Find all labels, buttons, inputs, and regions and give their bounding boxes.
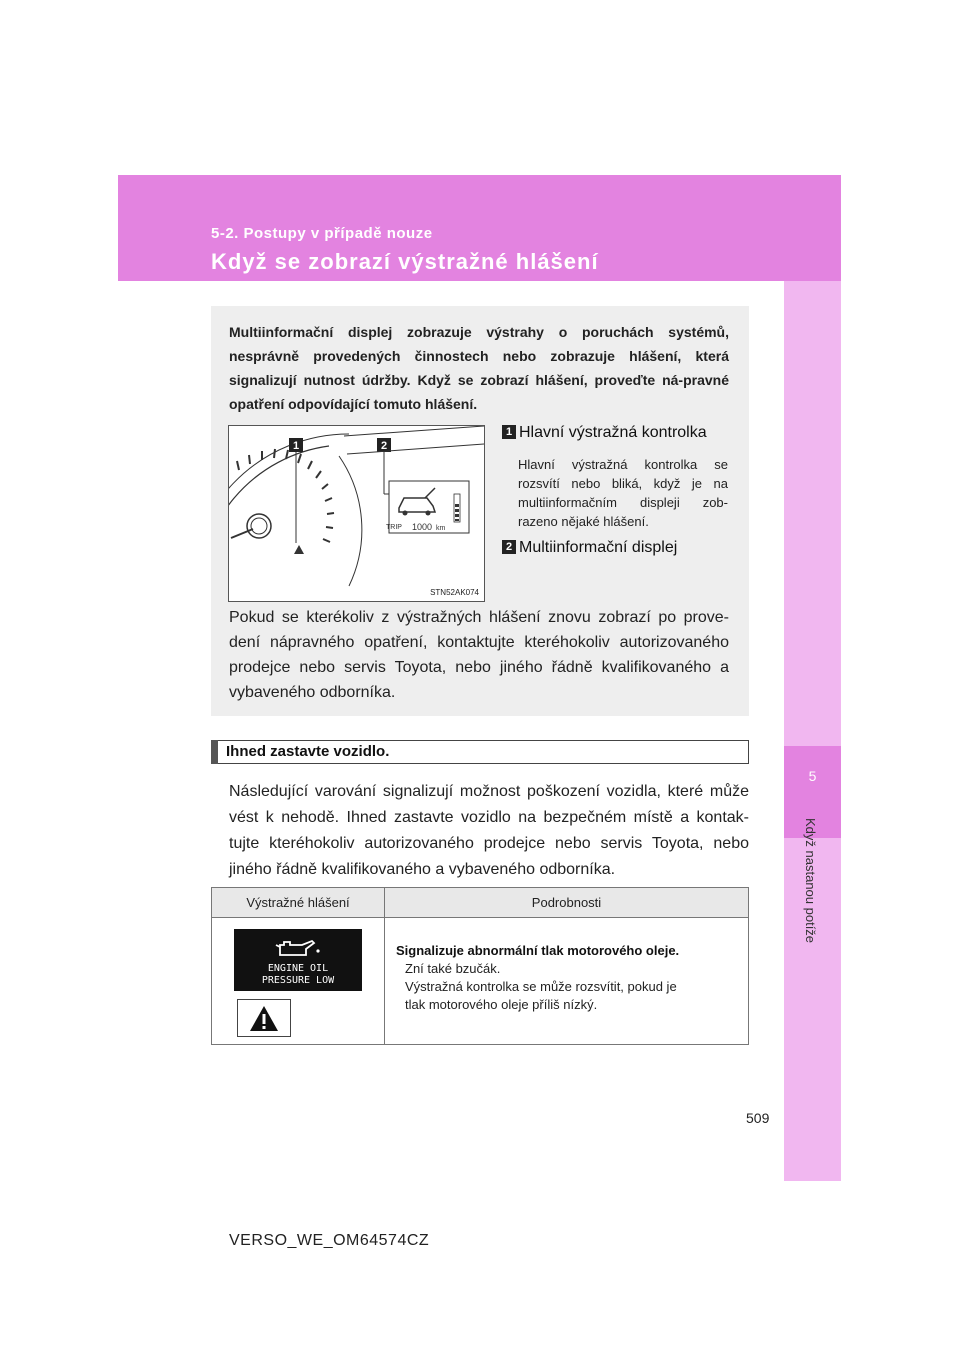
display-text-line2: PRESSURE LOW [261,975,335,986]
oil-can-icon [274,937,324,959]
intro-tail-text: Pokud se kterékoliv z výstražných hlášení znovu zobrazí po prove-dení nápravného opatření, kontaktujte kteréhokoliv autorizovaného prodejce nebo servis Toyota, nebo jiného řádně kvalifikovaného a vybaveného odborníka. [229,609,729,701]
side-tab-strip [784,281,841,1181]
detail-line: Zní také bzučák. [405,961,501,976]
svg-text:STN52AK074: STN52AK074 [430,588,479,597]
column-header: Podrobnosti [385,888,749,918]
section-heading-accent [211,740,218,764]
section-heading: Ihned zastavte vozidlo. [226,743,390,760]
chapter-number: 5 [808,768,817,784]
warning-table [211,887,749,1045]
svg-text:1: 1 [292,440,300,452]
master-warning-image [237,999,291,1037]
callout-number: 2 [502,540,516,554]
details-cell [385,918,749,1045]
callout-1 [502,424,707,442]
warning-triangle-icon [249,1005,279,1032]
chapter-title: Když nastanou potíže [803,818,818,944]
svg-text:TRIP: TRIP [386,524,402,531]
document-code: VERSO_WE_OM64574CZ [229,1232,430,1249]
callout-label: Hlavní výstražná kontrolka [519,424,707,441]
detail-line: tlak motorového oleje příliš nízký. [405,997,598,1012]
detail-line: Výstražná kontrolka se může rozsvítit, pokud je [405,979,677,994]
table-header-row [212,888,749,918]
section-label: 5-2. Postupy v případě nouze [211,225,433,242]
display-text-line1: ENGINE OIL [267,963,329,974]
engine-oil-display-image [234,929,362,991]
warning-message-cell [212,918,385,1045]
page-title: Když se zobrazí výstražné hlášení [211,249,599,274]
svg-text:km: km [436,525,446,532]
svg-text:2: 2 [380,440,388,452]
callout-1-description: Hlavní výstražná kontrolka se rozsvítí nebo bliká, když je na multiinformačním displeji zob-razeno nějaké hlášení. [518,457,728,529]
table-row [212,918,749,1045]
callout-2 [502,539,677,557]
instrument-cluster-illustration [229,426,484,601]
callout-number: 1 [502,425,516,439]
callout-label: Multiinformační displej [519,539,678,556]
instrument-cluster-figure [228,425,485,602]
page-number: 509 [746,1110,770,1126]
detail-title: Signalizuje abnormální tlak motorového oleje. [396,943,680,958]
column-header: Výstražné hlášení [212,888,385,918]
section-body-text: Následující varování signalizují možnost poškození vozidla, které může vést k nehodě. Ihned zastavte vozidlo na bezpečném místě a kontak-tujte kteréhokoliv autorizovaného prodejce nebo servis Toyota, nebo jiného řádně kvalifikovaného a vybaveného odborníka. [229,783,749,878]
intro-text: Multiinformační displej zobrazuje výstrahy o poruchách systémů, nesprávně provedených činnostech nebo zobrazuje hlášení, která signalizují nutnost údržby. Když se zobrazí hlášení, proveďte ná-pravné opatření odpovídající tomuto hlášení. [229,324,729,412]
svg-text:1000: 1000 [412,522,433,532]
